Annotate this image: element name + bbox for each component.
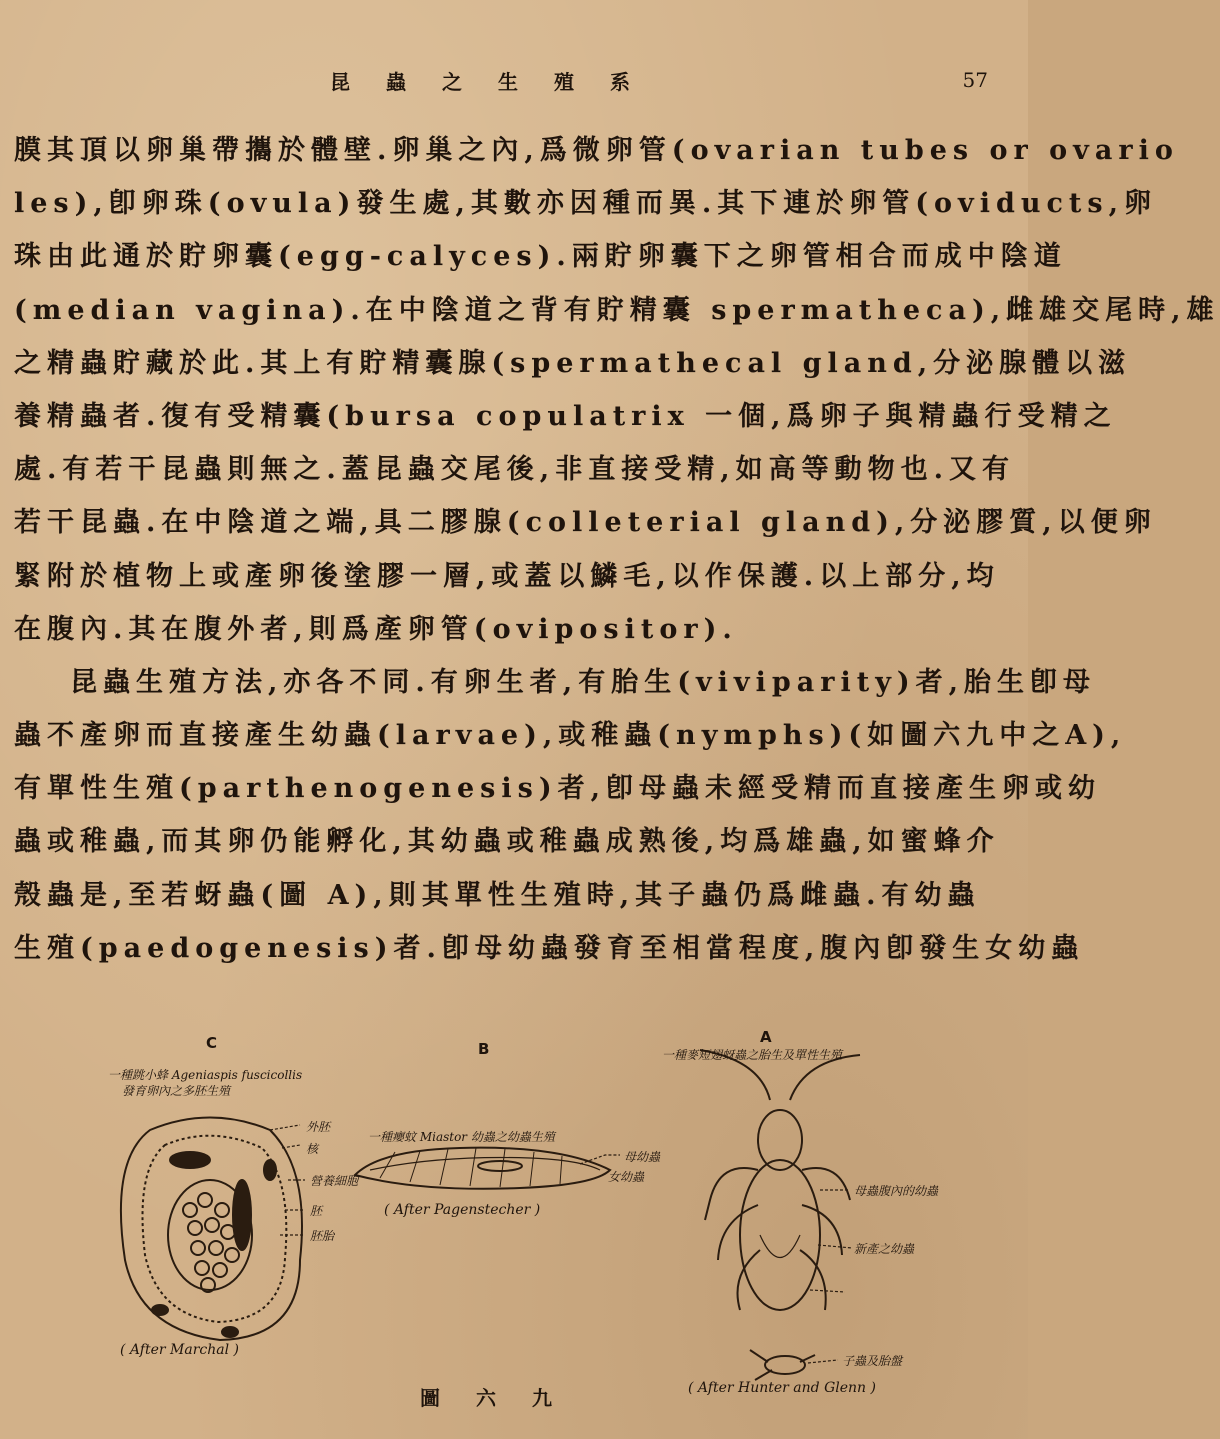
text-line: 蟲不產卵而直接產生幼蟲(larvae),或稚蟲(nymphs)(如圖六九中之A), (14, 720, 1127, 752)
figure-c-credit: ( After Marchal ) (120, 1342, 239, 1358)
text-line: 緊附於植物上或產卵後塗膠一層,或蓋以鱗毛,以作保護.以上部分,均 (14, 560, 1000, 592)
text-line: 之精蟲貯藏於此.其上有貯精囊腺(spermathecal gland,分泌腺體以滋 (14, 347, 1132, 379)
annotation-label: 胚胎 (310, 1229, 335, 1243)
figure-b-note: 一種癭蚊 Miastor 幼蟲之幼蟲生殖 (368, 1130, 555, 1144)
figure-a-note: 一種麥短翅蚜蟲之胎生及單性生殖 (662, 1048, 843, 1062)
figure-69 (0, 1020, 1028, 1420)
page-header (0, 66, 1028, 106)
text-line: les),卽卵珠(ovula)發生處,其數亦因種而異.其下連於卵管(oviducts,卵 (14, 188, 1157, 220)
figure-label-c: C (206, 1034, 218, 1052)
annotation-label: 胚 (310, 1204, 323, 1218)
annotation-label: 女幼蟲 (608, 1170, 645, 1184)
text-line: 有單性生殖(parthenogenesis)者,卽母蟲未經受精而直接產生卵或幼 (14, 773, 1101, 805)
larva-illustration (355, 1148, 620, 1189)
figure-b-credit: ( After Pagenstecher ) (384, 1202, 541, 1218)
text-line: 珠由此通於貯卵囊(egg-calyces).兩貯卵囊下之卵管相合而成中陰道 (14, 241, 1067, 273)
body-text (14, 124, 1220, 975)
figure-label-a: A (760, 1028, 772, 1046)
figure-label-b: B (478, 1040, 490, 1058)
annotation-label: 核 (306, 1142, 319, 1156)
egg-illustration (121, 1118, 305, 1341)
figure-a-credit: ( After Hunter and Glenn ) (688, 1380, 876, 1396)
annotation-label: 子蟲及胎盤 (842, 1354, 903, 1368)
text-line: 在腹內.其在腹外者,則爲產卵管(ovipositor). (14, 613, 738, 645)
figure-c-note: 一種跳小蜂 Ageniaspis fuscicollis (108, 1068, 303, 1082)
text-line: 養精蟲者.復有受精囊(bursa copulatrix 一個,爲卵子與精蟲行受精之 (14, 400, 1117, 432)
text-line: (median vagina).在中陰道之背有貯精囊 spermatheca),雌雄交尾時,雄 (14, 294, 1220, 326)
annotation-label: 外胚 (306, 1120, 331, 1134)
annotation-label: 母蟲腹內的幼蟲 (854, 1184, 939, 1198)
annotation-label: 營養細胞 (310, 1174, 359, 1188)
paragraph-first-line: 昆蟲生殖方法,亦各不同.有卵生者,有胎生(viviparity)者,胎生卽母 (70, 666, 1097, 698)
aphid-illustration (700, 1050, 860, 1380)
annotation-label: 新產之幼蟲 (854, 1242, 915, 1256)
text-line: 若干昆蟲.在中陰道之端,具二膠腺(colleterial gland),分泌膠質,以便卵 (14, 507, 1157, 539)
text-line: 膜其頂以卵巢帶攜於體壁.卵巢之內,爲微卵管(ovarian tubes or ovario (14, 135, 1179, 166)
figure-caption: 圖六九 (420, 1386, 588, 1410)
page-number: 57 (962, 68, 988, 92)
text-line: 蟲或稚蟲,而其卵仍能孵化,其幼蟲或稚蟲成熟後,均爲雄蟲,如蜜蜂介 (14, 826, 1000, 858)
text-line: 生殖(paedogenesis)者.卽母幼蟲發育至相當程度,腹內卽發生女幼蟲 (14, 932, 1085, 964)
running-title: 昆蟲之生殖系 (330, 70, 666, 94)
figure-c-note-2: 發育卵內之多胚生殖 (122, 1084, 231, 1098)
text-line: 處.有若干昆蟲則無之.蓋昆蟲交尾後,非直接受精,如高等動物也.又有 (14, 454, 1015, 486)
text-line: 殼蟲是,至若蚜蟲(圖 A),則其單性生殖時,其子蟲仍爲雌蟲.有幼蟲 (14, 879, 981, 911)
annotation-label: 母幼蟲 (624, 1150, 661, 1164)
